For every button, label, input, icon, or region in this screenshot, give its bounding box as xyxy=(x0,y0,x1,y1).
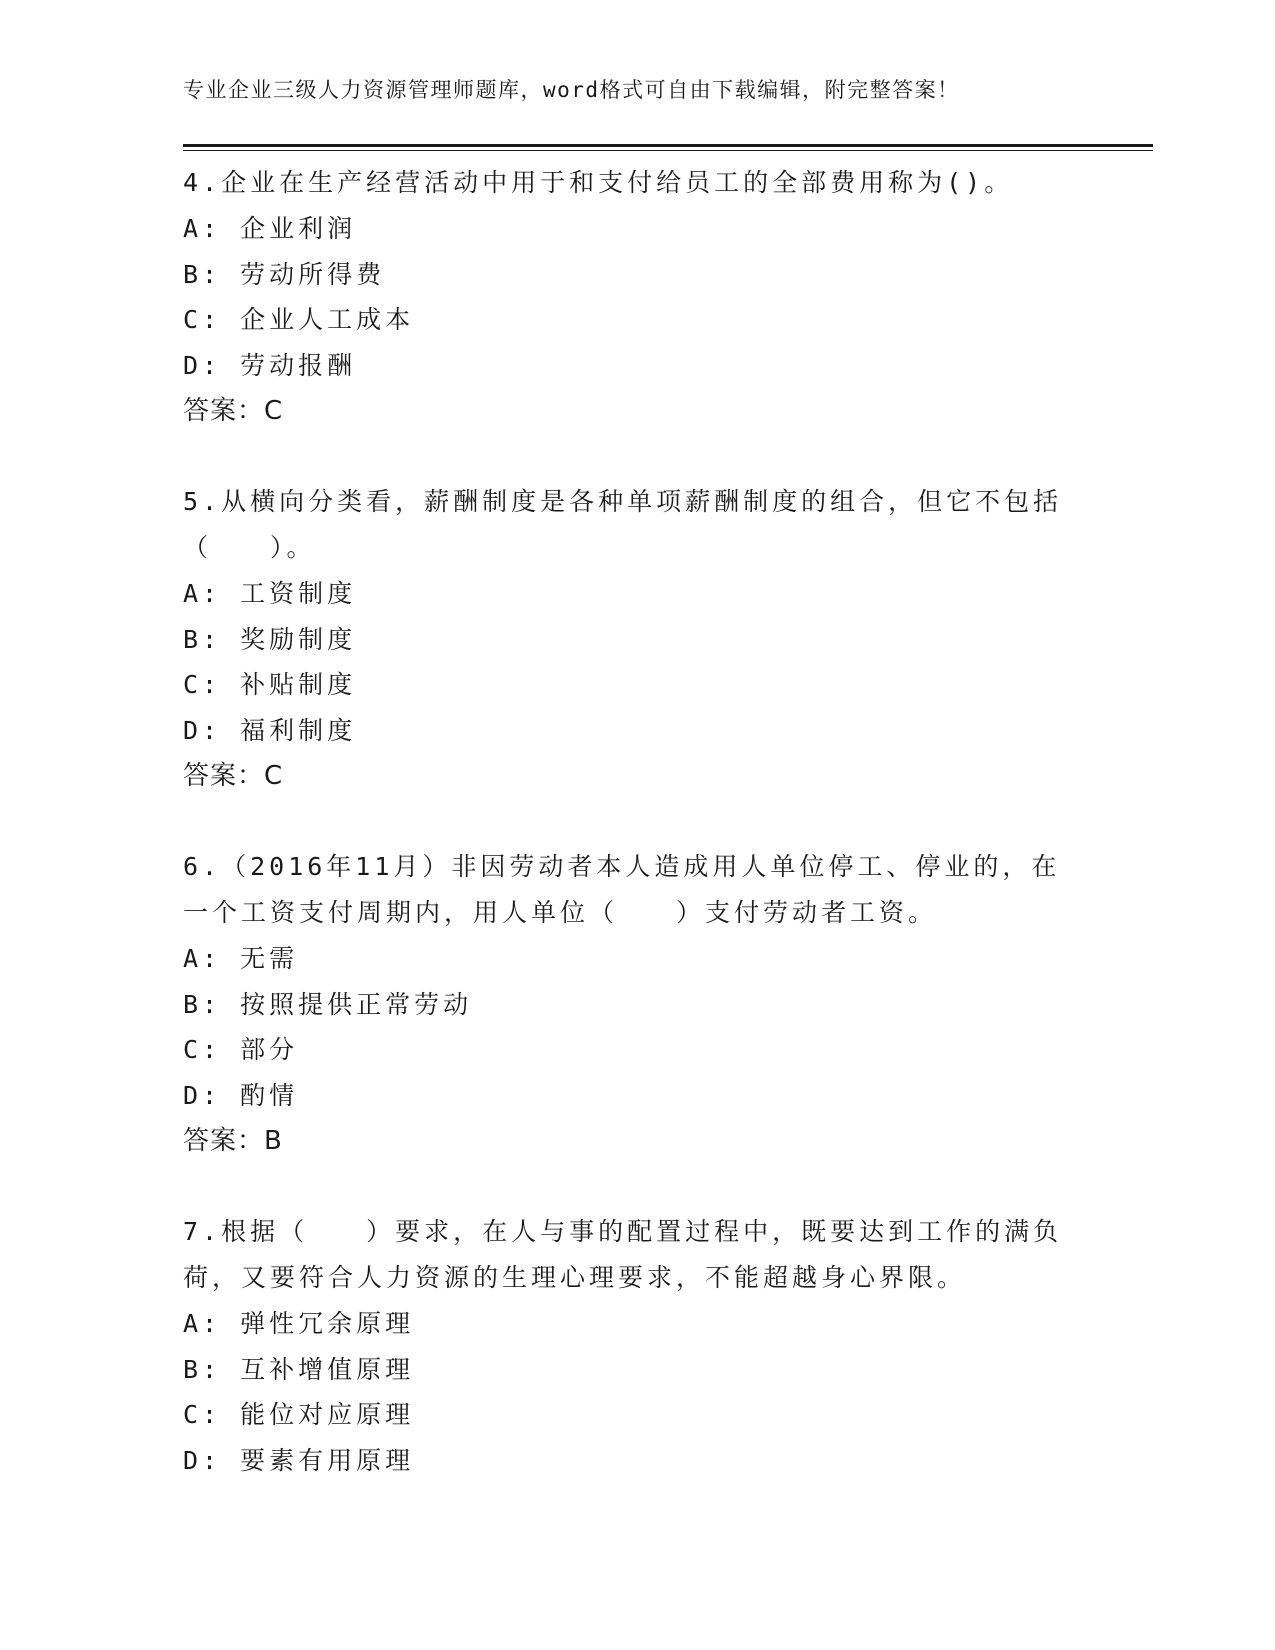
option-c: C: 补贴制度 xyxy=(183,670,357,699)
question-stem: 5.从横向分类看，薪酬制度是各种单项薪酬制度的组合，但它不包括（ ）。 xyxy=(183,487,1063,562)
option-c: C: 能位对应原理 xyxy=(183,1400,415,1429)
option-a: A: 企业利润 xyxy=(183,214,357,243)
question-5 xyxy=(183,479,1083,799)
question-7 xyxy=(183,1209,1083,1483)
question-stem: 7.根据（ ）要求，在人与事的配置过程中，既要达到工作的满负荷，又要符合人力资源的生理心理要求，不能超越身心界限。 xyxy=(183,1217,1063,1292)
option-b: B: 按照提供正常劳动 xyxy=(183,989,473,1019)
option-b: B: 奖励制度 xyxy=(183,624,357,654)
option-d: D: 要素有用原理 xyxy=(183,1445,415,1475)
option-c: C: 部分 xyxy=(183,1035,299,1064)
option-c: C: 企业人工成本 xyxy=(183,305,415,334)
option-a: A: 无需 xyxy=(183,944,299,973)
answer-line: 答案：C xyxy=(183,761,284,791)
option-d: D: 福利制度 xyxy=(183,715,357,745)
question-stem: 6.（2016年11月）非因劳动者本人造成用人单位停工、停业的，在一个工资支付周期内，用人单位（ ）支付劳动者工资。 xyxy=(183,852,1061,927)
header-divider xyxy=(183,144,1153,147)
option-a: A: 工资制度 xyxy=(183,579,357,608)
question-6 xyxy=(183,844,1083,1164)
question-list xyxy=(183,160,1083,1528)
page-header: 专业企业三级人力资源管理师题库，word格式可自由下载编辑，附完整答案！ xyxy=(183,78,960,102)
option-d: D: 劳动报酬 xyxy=(183,350,357,380)
answer-line: 答案：C xyxy=(183,396,284,426)
option-d: D: 酌情 xyxy=(183,1080,299,1110)
option-a: A: 弹性冗余原理 xyxy=(183,1309,415,1338)
option-b: B: 劳动所得费 xyxy=(183,259,386,289)
answer-line: 答案：B xyxy=(183,1126,283,1156)
question-stem: 4.企业在生产经营活动中用于和支付给员工的全部费用称为()。 xyxy=(183,168,1014,197)
option-b: B: 互补增值原理 xyxy=(183,1354,415,1384)
header-divider-thin xyxy=(183,150,1153,151)
question-4 xyxy=(183,160,1083,434)
